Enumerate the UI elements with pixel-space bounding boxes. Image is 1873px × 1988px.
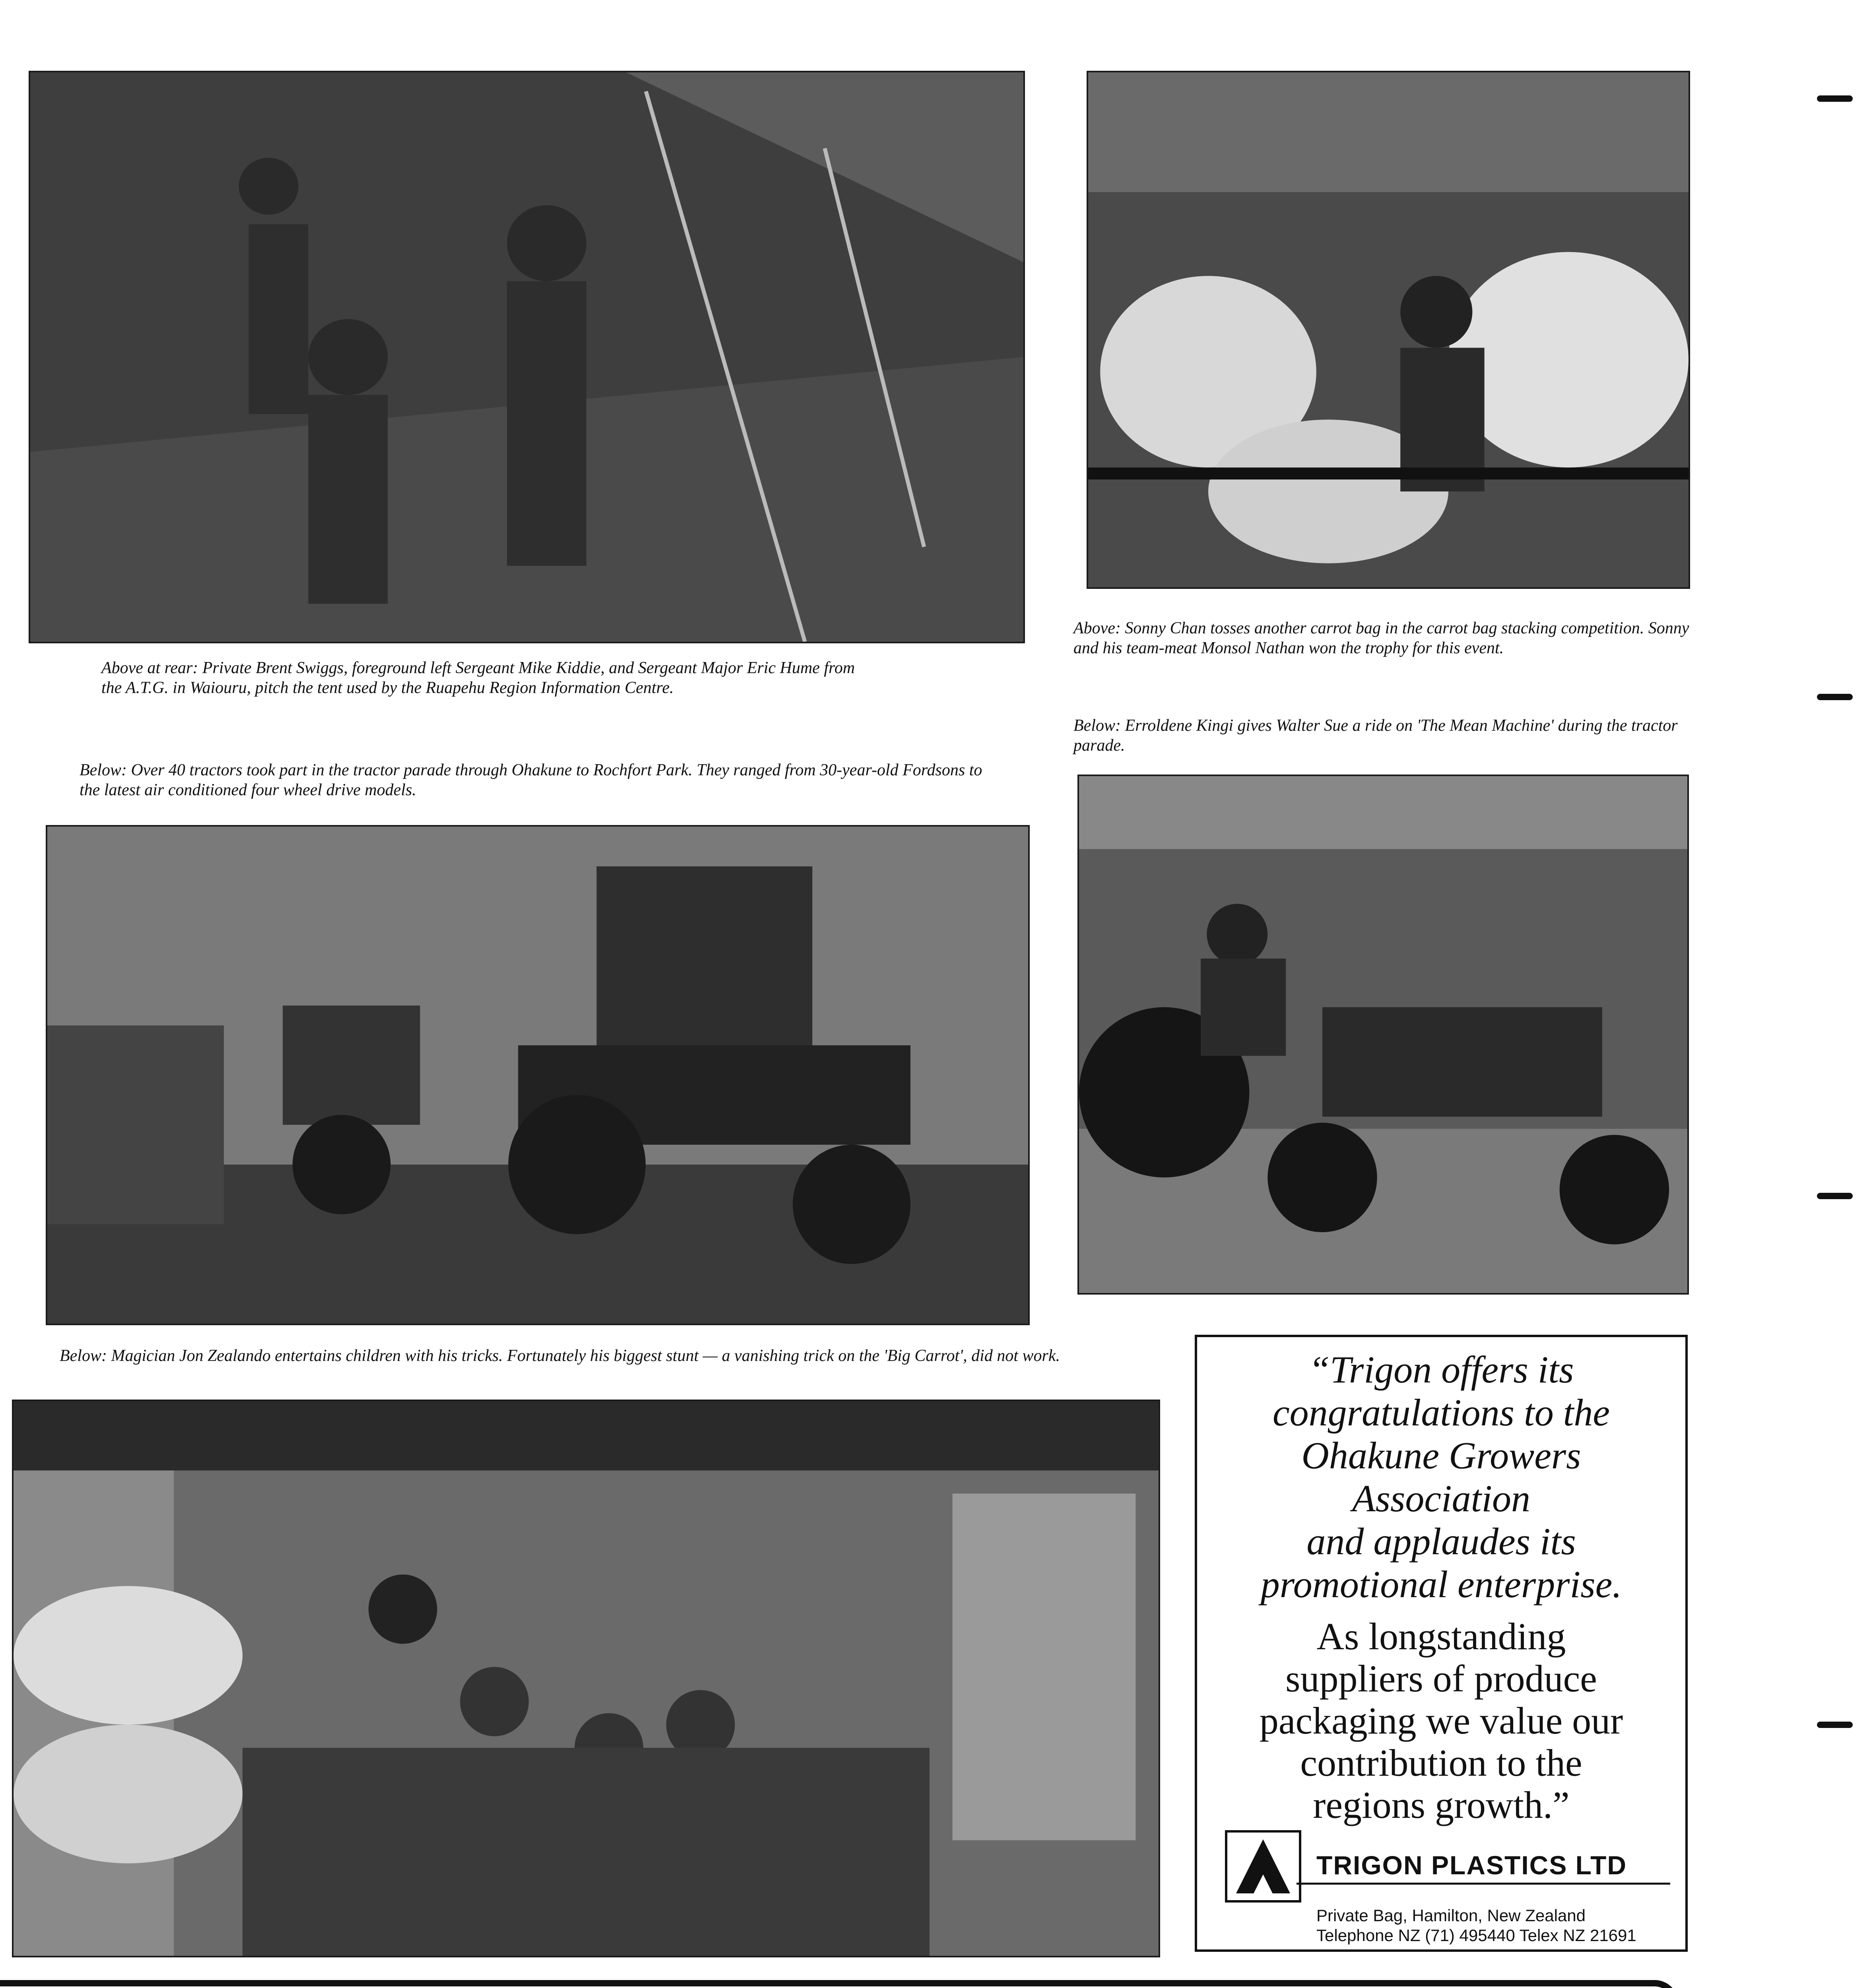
magician-photo xyxy=(12,1400,1160,1957)
tractor-parade-caption: Below: Over 40 tractors took part in the tractor parade through Ohakune to Rochfort Park. They ranged from 30-year-old Fordsons to the latest air conditioned four wheel drive models. xyxy=(80,761,982,799)
carrot-bag-caption: Above: Sonny Chan tosses another carrot bag in the carrot bag stacking competition. Sonny and his team-meat Monsol Nathan won the trophy for this event. xyxy=(1073,619,1689,657)
magician-caption: Below: Magician Jon Zealando entertains children with his tricks. Fortunately his biggest stunt — a vanishing trick on the 'Big Carrot', did not work. xyxy=(60,1347,1060,1365)
tent-caption: Above at rear: Private Brent Swiggs, foreground left Sergeant Mike Kiddie, and Sergeant Major Eric Hume from the A.T.G. in Waiouru, pitch the tent used by the Ruapehu Region Information Centre. xyxy=(101,659,855,697)
margin-mark xyxy=(1817,694,1853,700)
trigon-advertisement xyxy=(1195,1335,1688,1952)
mean-machine-caption: Below: Erroldene Kingi gives Walter Sue a ride on 'The Mean Machine' during the tractor parade. xyxy=(1073,716,1678,755)
carrot-bag-photo xyxy=(1087,71,1690,589)
mean-machine-photo xyxy=(1077,775,1689,1295)
trigon-logo-row xyxy=(1197,1830,1685,1898)
tractor-parade-photo xyxy=(46,825,1030,1325)
trigon-body: As longstanding suppliers of produce packaging we value our contribution to the regions growth.” xyxy=(1259,1615,1623,1826)
trigon-rule xyxy=(1297,1883,1670,1885)
trigon-quote: “Trigon offers its congratulations to the Ohakune Growers Association and applaudes its promotional enterprise. xyxy=(1260,1348,1622,1606)
margin-mark xyxy=(1817,1193,1853,1199)
tent-photo xyxy=(29,71,1025,643)
trigon-address: Private Bag, Hamilton, New Zealand Telephone NZ (71) 495440 Telex NZ 21691 xyxy=(1316,1906,1636,1945)
margin-mark xyxy=(1817,95,1853,102)
margin-mark xyxy=(1817,1722,1853,1728)
trigon-logo-icon xyxy=(1225,1830,1301,1903)
hotel-advertisement xyxy=(0,1980,1679,1988)
trigon-company-name: TRIGON PLASTICS LTD xyxy=(1316,1850,1627,1880)
